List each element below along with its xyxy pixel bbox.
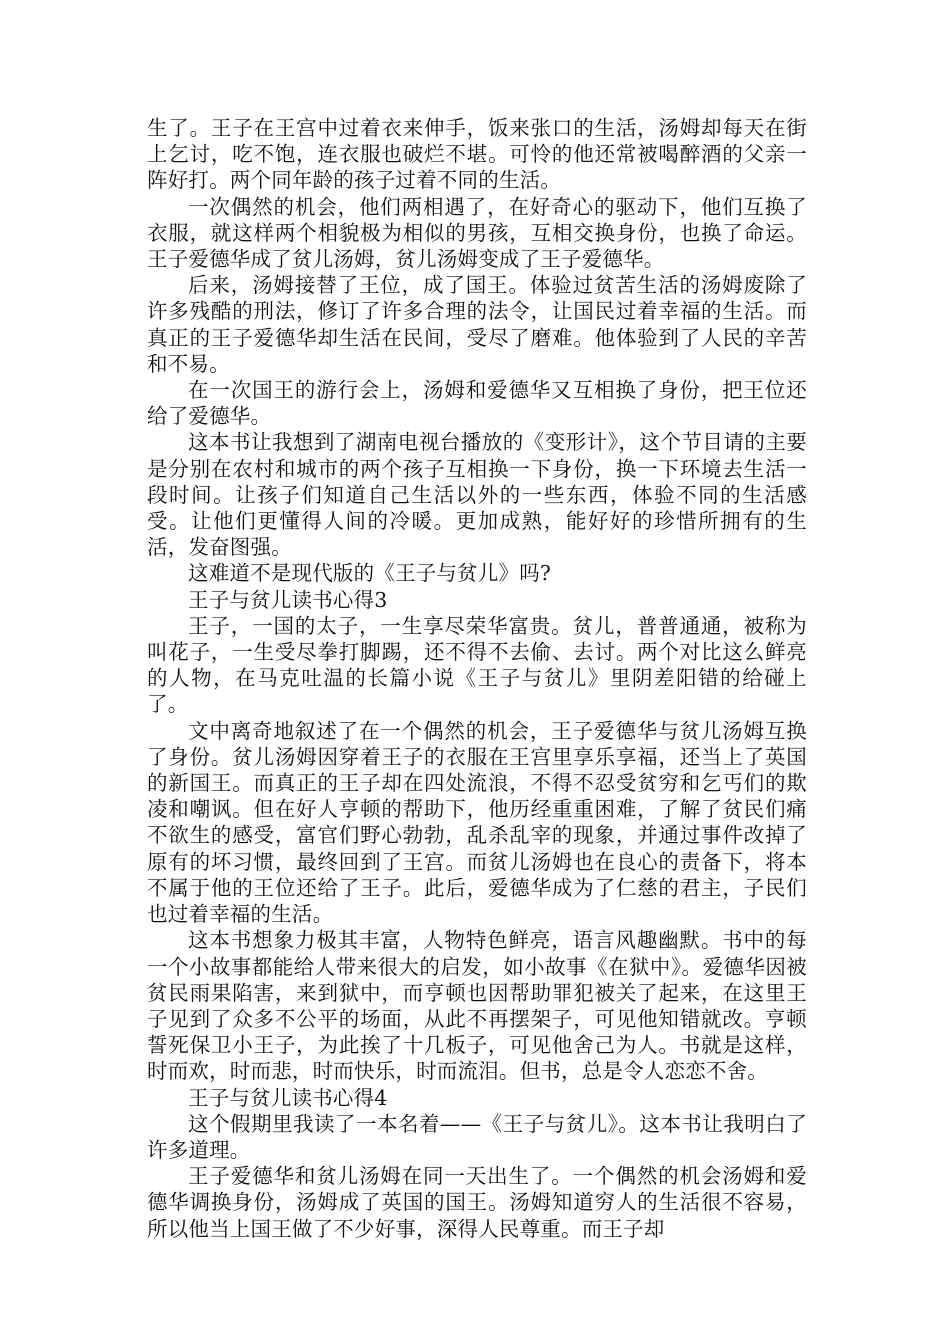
- paragraph-1: 生了。王子在王宫中过着衣来伸手，饭来张口的生活，汤姆却每天在街上乞讨，吃不饱，连衣服也破烂不堪。可怜的他还常被喝醉酒的父亲一阵好打。两个同年龄的孩子过着不同的生活。: [147, 116, 807, 193]
- paragraph-6: 这难道不是现代版的《王子与贫儿》吗?: [188, 561, 552, 586]
- paragraph-10: 这本书想象力极其丰富，人物特色鲜亮，语言风趣幽默。书中的每一个小故事都能给人带来很大的启发，如小故事《在狱中》。爱德华因被贫民雨果陷害，来到狱中，而亨顿也因帮助罪犯被关了起来，在这里王子见到了众多不公平的场面，从此不再摆架子，可见他知错就改。亨顿誓死保卫小王子，为此挨了十几板子，可见他舍己为人。书就是这样，时而欢，时而悲，时而快乐，时而流泪。但书，总是令人恋恋不舍。: [147, 928, 807, 1084]
- document-body: [147, 115, 807, 1242]
- paragraph-5: 这本书让我想到了湖南电视台播放的《变形计》，这个节目请的主要是分别在农村和城市的两个孩子互相换一下身份，换一下环境去生活一段时间。让孩子们知道自己生活以外的一些东西，体验不同的生活感受。让他们更懂得人间的冷暖。更加成熟，能好好的珍惜所拥有的生活，发奋图强。: [147, 430, 807, 560]
- paragraph-2: 一次偶然的机会，他们两相遇了，在好奇心的驱动下，他们互换了衣服，就这样两个相貌极为相似的男孩，互相交换身份，也换了命运。王子爱德华成了贫儿汤姆，贫儿汤姆变成了王子爱德华。: [147, 194, 807, 272]
- paragraph-9: 文中离奇地叙述了在一个偶然的机会，王子爱德华与贫儿汤姆互换了身份。贫儿汤姆因穿着王子的衣服在王宫里享乐享福，还当上了英国的新国王。而真正的王子却在四处流浪，不得不忍受贫穷和乞丐们的欺凌和嘲讽。但在好人亨顿的帮助下，他历经重重困难，了解了贫民们痛不欲生的感受，富官们野心勃勃，乱杀乱宰的现象，并通过事件改掉了原有的坏习惯，最终回到了王宫。而贫儿汤姆也在良心的责备下，将本不属于他的王位还给了王子。此后，爱德华成为了仁慈的君主，子民们也过着幸福的生活。: [147, 718, 807, 927]
- paragraph-8: 王子，一国的太子，一生享尽荣华富贵。贫儿，普普通通，被称为叫花子，一生受尽拳打脚踢，还不得不去偷、去讨。两个对比这么鲜亮的人物，在马克吐温的长篇小说《王子与贫儿》里阴差阳错的给碰上了。: [147, 613, 807, 717]
- paragraph-3: 后来，汤姆接替了王位，成了国王。体验过贫苦生活的汤姆废除了许多残酷的刑法，修订了许多合理的法令，让国民过着幸福的生活。而真正的王子爱德华却生活在民间，受尽了磨难。他体验到了人民的辛苦和不易。: [147, 273, 807, 376]
- section-heading-4: 王子与贫儿读书心得4: [188, 1085, 388, 1110]
- paragraph-4: 在一次国王的游行会上，汤姆和爱德华又互相换了身份，把王位还给了爱德华。: [147, 378, 807, 429]
- paragraph-13: 王子爱德华和贫儿汤姆在同一天出生了。一个偶然的机会汤姆和爱德华调换身份，汤姆成了英国的国王。汤姆知道穷人的生活很不容易，所以他当上国王做了不少好事，深得人民尊重。而王子却: [147, 1164, 807, 1241]
- paragraph-12: 这个假期里我读了一本名着——《王子与贫儿》。这本书让我明白了许多道理。: [147, 1111, 807, 1162]
- section-heading-3: 王子与贫儿读书心得3: [188, 587, 388, 612]
